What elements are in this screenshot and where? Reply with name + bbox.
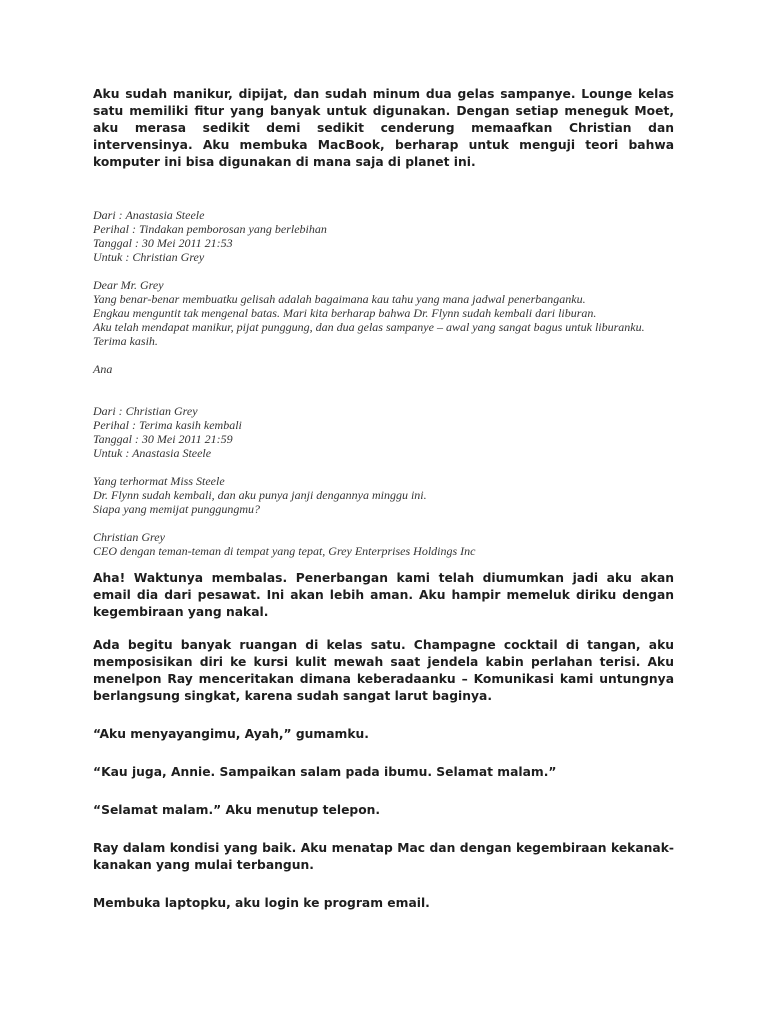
body-paragraph: Membuka laptopku, aku login ke program email. [93,896,430,910]
document-page [93,86,674,912]
intro-paragraph: Aku sudah manikur, dipijat, dan sudah minum dua gelas sampanye. Lounge kelas satu memiliki fitur yang banyak untuk digunakan. Dengan setiap meneguk Moet, aku merasa sedikit demi sedikit cenderung memaafkan Christian dan intervensinya. Aku membuka MacBook, berharap untuk menguji teori bahwa komputer ini bisa digunakan di mana saja di planet ini. [93,87,674,169]
email-date: Tanggal : 30 Mei 2011 21:59 [93,432,233,446]
email-subject: Perihal : Tindakan pemborosan yang berlebihan [93,222,327,236]
email-signature-title: CEO dengan teman-teman di tempat yang tepat, Grey Enterprises Holdings Inc [93,544,476,558]
email-body-line: Dr. Flynn sudah kembali, dan aku punya janji dengannya minggu ini. [93,488,427,502]
email-body-line: Yang benar-benar membuatku gelisah adalah bagaimana kau tahu yang mana jadwal penerbanganku. [93,292,586,306]
email-anastasia [93,208,674,376]
email-signature-name: Christian Grey [93,530,165,544]
email-greeting: Yang terhormat Miss Steele [93,474,225,488]
body-paragraph: “Kau juga, Annie. Sampaikan salam pada ibumu. Selamat malam.” [93,765,557,779]
email-to: Untuk : Anastasia Steele [93,446,212,460]
email-body-line: Terima kasih. [93,334,158,348]
body-paragraph: “Selamat malam.” Aku menutup telepon. [93,803,381,817]
email-greeting: Dear Mr. Grey [93,278,164,292]
email-subject: Perihal : Terima kasih kembali [93,418,242,432]
body-paragraph: Ada begitu banyak ruangan di kelas satu. Champagne cocktail di tangan, aku memposisikan diri ke kursi kulit mewah saat jendela kabin perlahan terisi. Aku menelpon Ray menceritakan dimana keberadaanku – Komunikasi kami untungnya berlangsung singkat, karena sudah sangat larut baginya. [93,638,674,703]
email-body-line: Engkau menguntit tak mengenal batas. Mari kita berharap bahwa Dr. Flynn sudah kembali dari liburan. [93,306,597,320]
email-date: Tanggal : 30 Mei 2011 21:53 [93,236,233,250]
email-christian [93,404,674,558]
body-paragraph: Aha! Waktunya membalas. Penerbangan kami telah diumumkan jadi aku akan email dia dari pesawat. Ini akan lebih aman. Aku hampir memeluk diriku dengan kegembiraan yang nakal. [93,571,674,619]
email-signature: Ana [93,362,113,376]
body-paragraph: “Aku menyayangimu, Ayah,” gumamku. [93,727,369,741]
email-body-line: Siapa yang memijat punggungmu? [93,502,260,516]
email-from: Dari : Anastasia Steele [93,208,205,222]
email-body-line: Aku telah mendapat manikur, pijat punggung, dan dua gelas sampanye – awal yang sangat bagus untuk liburanku. [93,320,645,334]
email-to: Untuk : Christian Grey [93,250,205,264]
email-from: Dari : Christian Grey [93,404,198,418]
body-paragraph: Ray dalam kondisi yang baik. Aku menatap Mac dan dengan kegembiraan kekanak-kanakan yang mulai terbangun. [93,841,674,872]
